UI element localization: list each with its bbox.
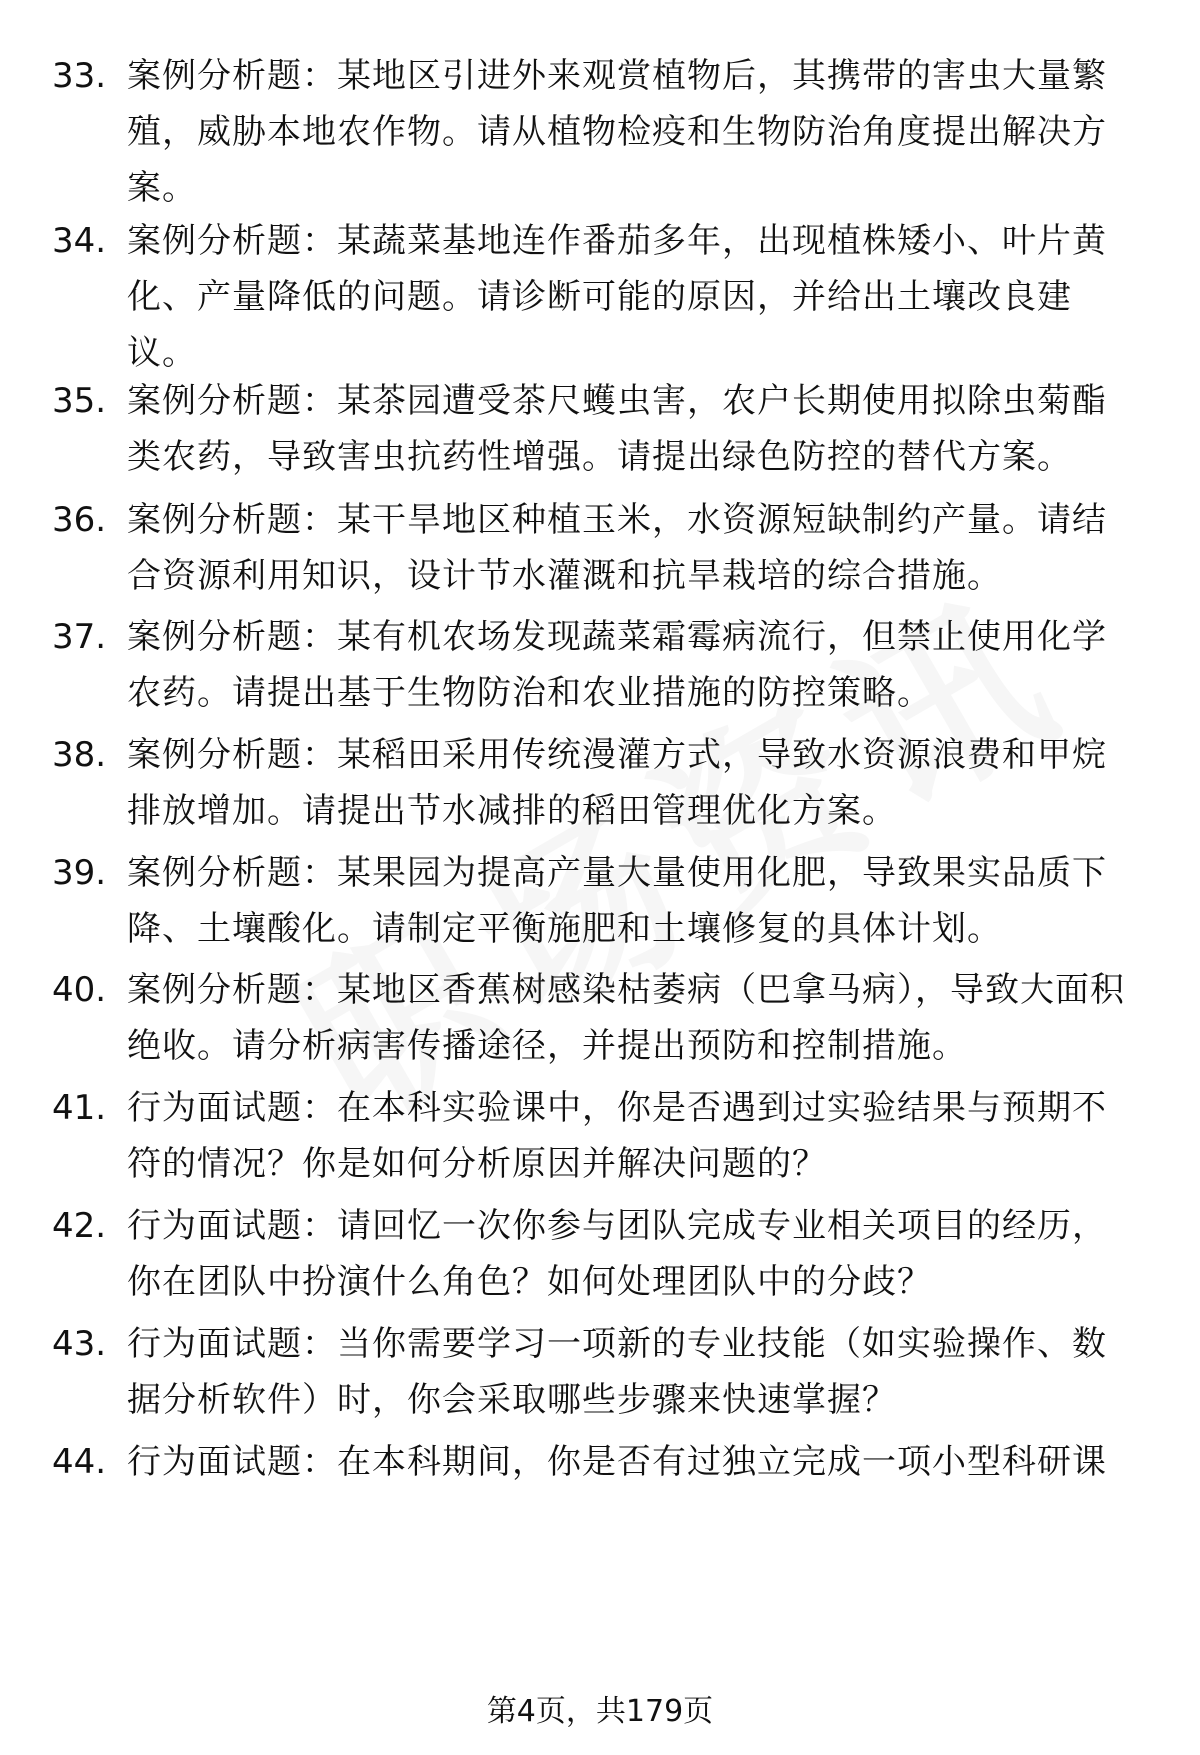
question-text: 行为面试题：在本科实验课中，你是否遇到过实验结果与预期不符的情况？你是如何分析原因并解决问题的？ [127,1088,1107,1184]
question-number: 36. [52,500,107,540]
question-number: 33. [52,56,107,96]
question-text: 案例分析题：某稻田采用传统漫灌方式，导致水资源浪费和甲烷排放增加。请提出节水减排的稻田管理优化方案。 [127,735,1107,831]
question-number: 41. [52,1088,107,1128]
question-text: 案例分析题：某果园为提高产量大量使用化肥，导致果实品质下降、土壤酸化。请制定平衡施肥和土壤修复的具体计划。 [127,853,1107,949]
question-number: 40. [52,970,107,1010]
question-text: 案例分析题：某干旱地区种植玉米，水资源短缺制约产量。请结合资源利用知识，设计节水灌溉和抗旱栽培的综合措施。 [127,500,1107,596]
question-text: 行为面试题：请回忆一次你参与团队完成专业相关项目的经历，你在团队中扮演什么角色？如何处理团队中的分歧？ [127,1206,1107,1302]
question-number: 42. [52,1206,107,1246]
question-number: 35. [52,381,107,421]
question-number: 39. [52,853,107,893]
question-number: 34. [52,221,107,261]
question-text: 案例分析题：某地区香蕉树感染枯萎病（巴拿马病），导致大面积绝收。请分析病害传播途径，并提出预防和控制措施。 [127,970,1125,1066]
question-number: 38. [52,735,107,775]
question-text: 案例分析题：某有机农场发现蔬菜霜霉病流行，但禁止使用化学农药。请提出基于生物防治和农业措施的防控策略。 [127,617,1107,713]
question-text: 案例分析题：某地区引进外来观赏植物后，其携带的害虫大量繁殖，威胁本地农作物。请从植物检疫和生物防治角度提出解决方案。 [127,56,1107,208]
question-text: 行为面试题：当你需要学习一项新的专业技能（如实验操作、数据分析软件）时，你会采取哪些步骤来快速掌握？ [127,1324,1107,1420]
page-number-footer: 第4页，共179页 [486,1694,714,1729]
question-text: 案例分析题：某茶园遭受茶尺蠖虫害，农户长期使用拟除虫菊酯类农药，导致害虫抗药性增强。请提出绿色防控的替代方案。 [127,381,1107,477]
question-text: 案例分析题：某蔬菜基地连作番茄多年，出现植株矮小、叶片黄化、产量降低的问题。请诊断可能的原因，并给出土壤改良建议。 [127,221,1107,373]
question-text: 行为面试题：在本科期间，你是否有过独立完成一项小型科研课 [127,1442,1107,1482]
question-number: 37. [52,617,107,657]
question-number: 44. [52,1442,107,1482]
question-number: 43. [52,1324,107,1364]
